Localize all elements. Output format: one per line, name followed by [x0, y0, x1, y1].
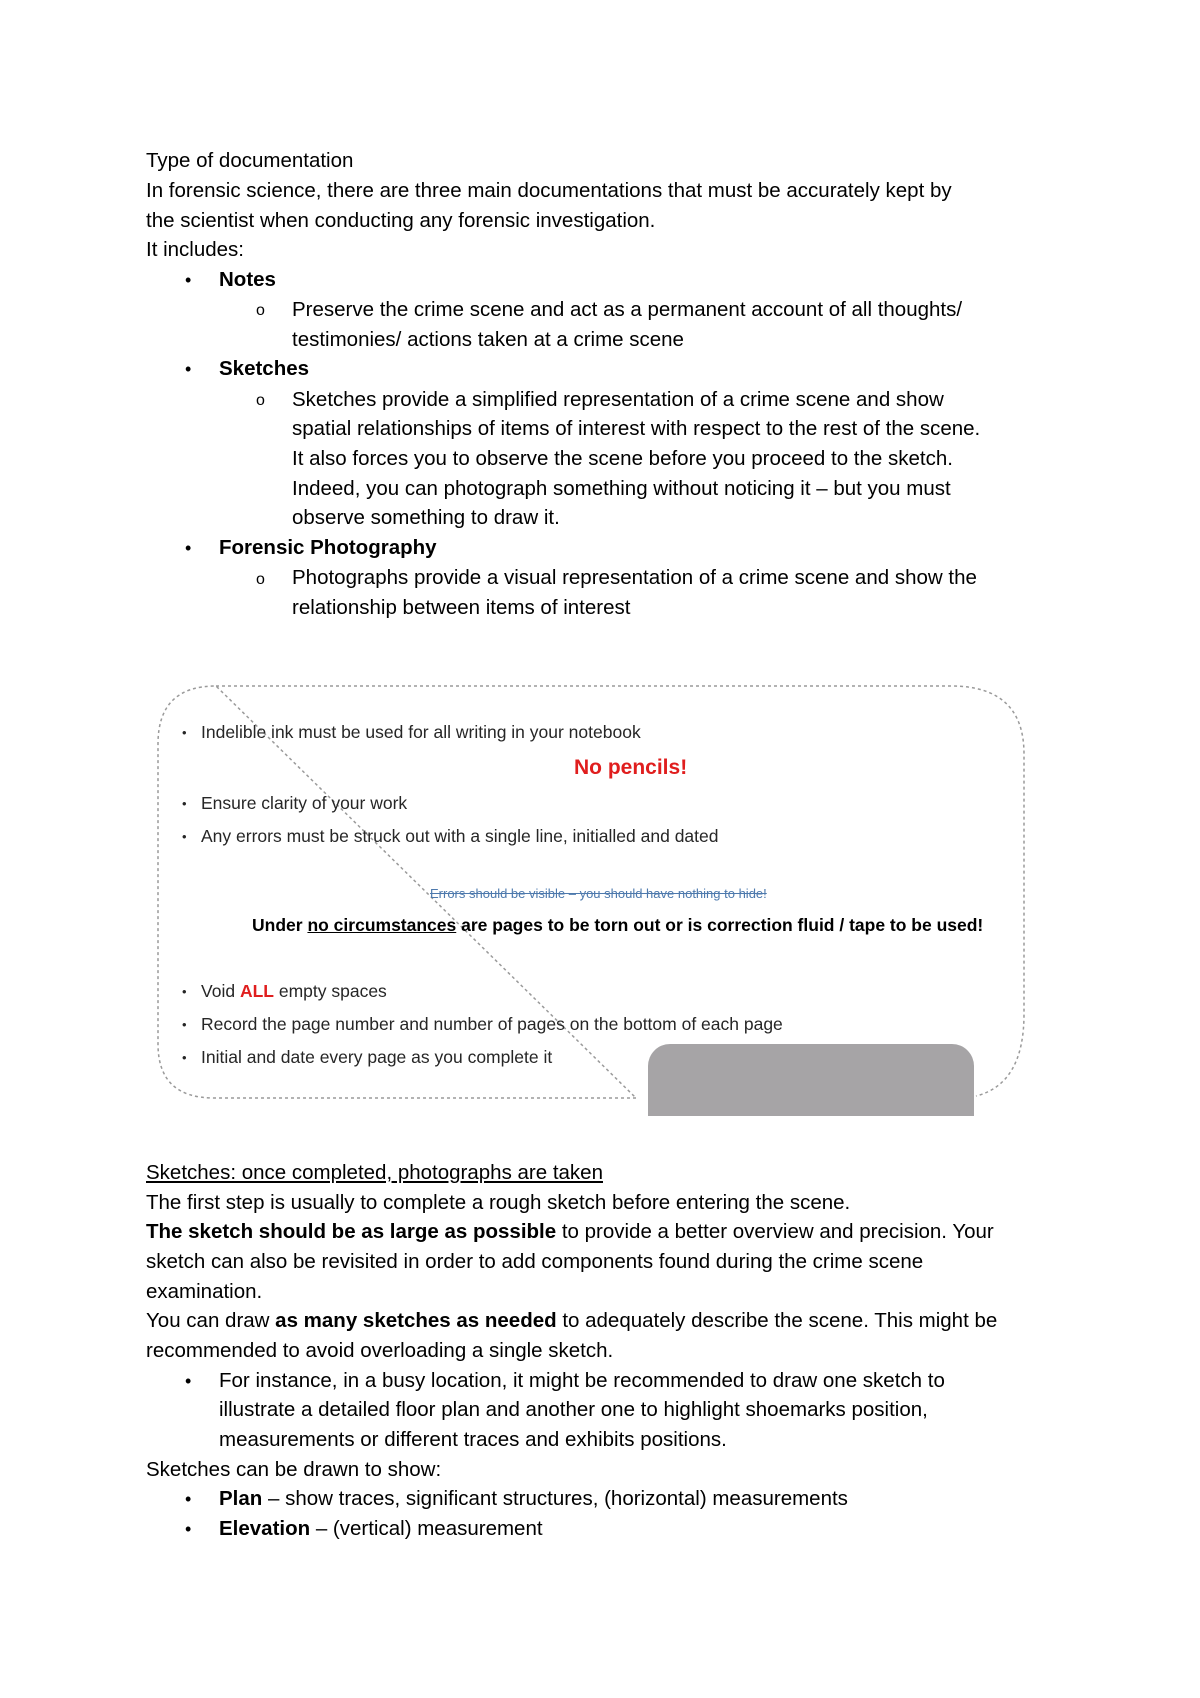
section-title: Type of documentation: [146, 149, 354, 172]
item-photography-label: Forensic Photography: [219, 536, 437, 559]
instance-line: For instance, in a busy location, it might be recommended to draw one sketch to: [219, 1369, 945, 1392]
sketches-desc-line: Indeed, you can photograph something without noticing it – but you must: [292, 477, 951, 500]
sub-bullet-icon: o: [256, 392, 265, 409]
instance-line: measurements or different traces and exhibits positions.: [219, 1428, 727, 1451]
instance-line: illustrate a detailed floor plan and another one to highlight shoemarks position,: [219, 1398, 928, 1421]
intro-line-2: the scientist when conducting any forensic investigation.: [146, 209, 656, 232]
rule-clarity: Ensure clarity of your work: [201, 793, 408, 813]
no-pencils-warning: No pencils!: [574, 756, 688, 779]
includes-label: It includes:: [146, 238, 244, 261]
bullet-icon: •: [182, 1017, 187, 1032]
paragraph-first-step: The first step is usually to complete a rough sketch before entering the scene.: [146, 1191, 851, 1214]
rule-page-number: Record the page number and number of pages on the bottom of each page: [201, 1014, 783, 1034]
paragraph-line: examination.: [146, 1280, 263, 1303]
elevation-item: Elevation – (vertical) measurement: [219, 1517, 543, 1540]
paragraph-many-sketches: You can draw as many sketches as needed to adequately describe the scene. This might be: [146, 1309, 998, 1332]
intro-line-1: In forensic science, there are three main documentations that must be accurately kept by: [146, 179, 952, 202]
paragraph-line: recommended to avoid overloading a single sketch.: [146, 1339, 614, 1362]
notes-desc-line: testimonies/ actions taken at a crime scene: [292, 328, 684, 351]
bullet-icon: •: [185, 359, 192, 379]
bullet-icon: •: [182, 829, 187, 844]
sub-bullet-icon: o: [256, 302, 265, 319]
bullet-icon: •: [182, 984, 187, 999]
bullet-icon: •: [185, 1489, 192, 1509]
sketches-desc-line: spatial relationships of items of interest with respect to the rest of the scene.: [292, 417, 981, 440]
photography-desc-line: Photographs provide a visual representation of a crime scene and show the: [292, 566, 977, 589]
sketches-desc-line: Sketches provide a simplified representation of a crime scene and show: [292, 388, 944, 411]
paragraph-large-sketch: The sketch should be as large as possible to provide a better overview and precision. Your: [146, 1220, 994, 1243]
bullet-icon: •: [182, 725, 187, 740]
sketches-desc-line: observe something to draw it.: [292, 506, 560, 529]
bullet-icon: •: [185, 1519, 192, 1539]
bullet-icon: •: [182, 1050, 187, 1065]
sketches-show-label: Sketches can be drawn to show:: [146, 1458, 442, 1481]
rule-void-spaces: Void ALL empty spaces: [201, 981, 387, 1001]
gray-tab-shape: [648, 1044, 974, 1116]
rule-initial-date: Initial and date every page as you complete it: [201, 1047, 553, 1067]
paragraph-line: sketch can also be revisited in order to add components found during the crime scene: [146, 1250, 924, 1273]
rule-errors: Any errors must be struck out with a single line, initialled and dated: [201, 826, 719, 846]
bullet-icon: •: [182, 796, 187, 811]
bullet-icon: •: [185, 270, 192, 290]
item-notes-label: Notes: [219, 268, 276, 291]
sketches-desc-line: It also forces you to observe the scene before you proceed to the sketch.: [292, 447, 953, 470]
sketches-heading: Sketches: once completed, photographs are taken: [146, 1161, 603, 1184]
bullet-icon: •: [185, 1371, 192, 1391]
bullet-icon: •: [185, 538, 192, 558]
sub-bullet-icon: o: [256, 571, 265, 588]
rule-indelible-ink: Indelible ink must be used for all writing in your notebook: [201, 722, 641, 742]
errors-visible-struck: Errors should be visible – you should have nothing to hide!: [430, 886, 767, 901]
item-sketches-label: Sketches: [219, 357, 310, 380]
photography-desc-line: relationship between items of interest: [292, 596, 631, 619]
plan-item: Plan – show traces, significant structures, (horizontal) measurements: [219, 1487, 848, 1510]
under-no-circumstances: Under no circumstances are pages to be torn out or is correction fluid / tape to be used!: [252, 915, 984, 935]
notes-desc-line: Preserve the crime scene and act as a permanent account of all thoughts/: [292, 298, 963, 321]
